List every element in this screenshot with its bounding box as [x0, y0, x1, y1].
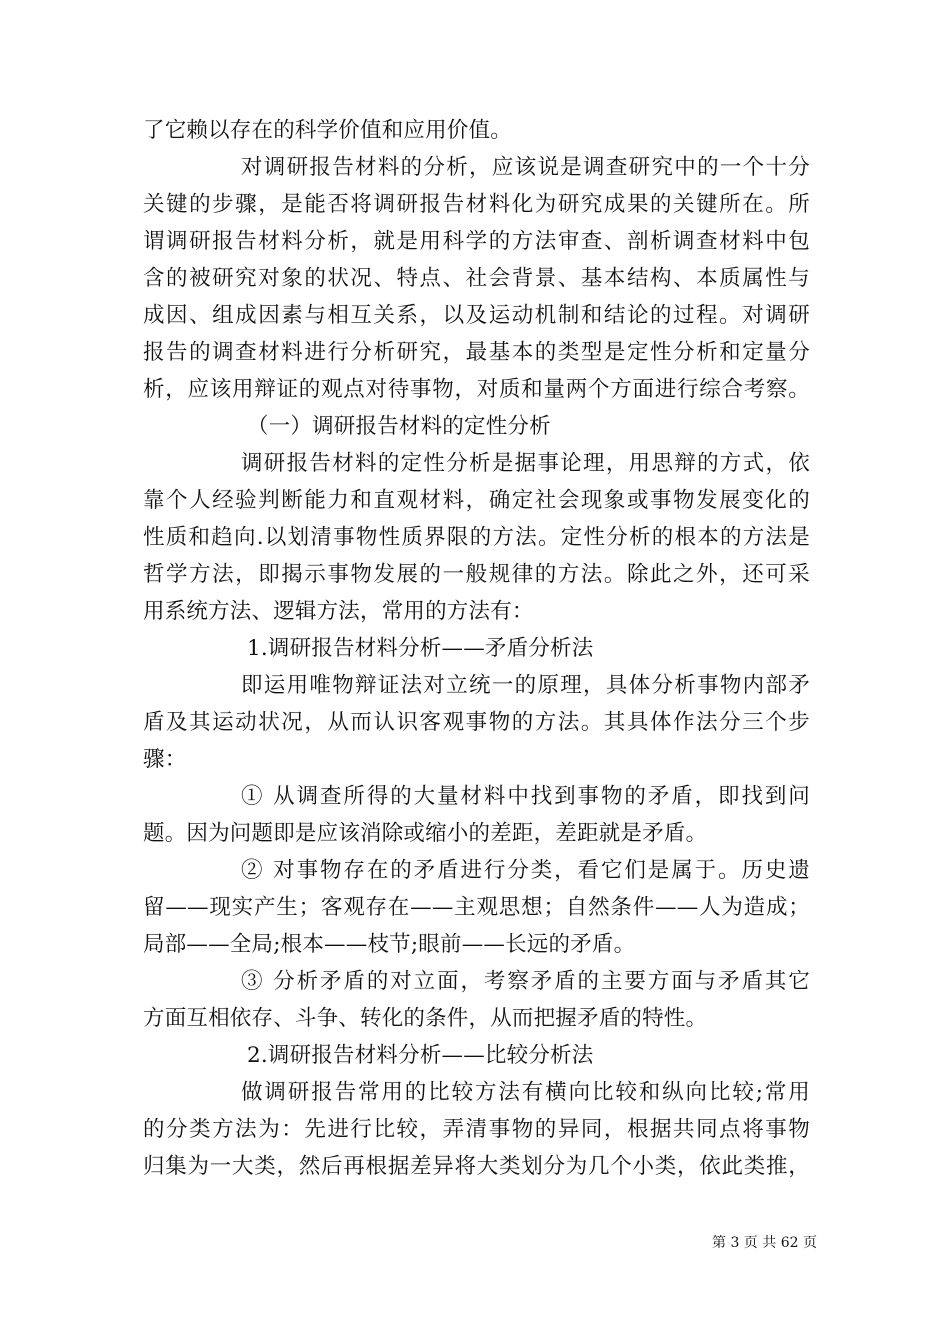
- text-line: 报告的调查材料进行分析研究，最基本的类型是定性分析和定量分: [143, 340, 810, 365]
- paragraph-first-line: 即运用唯物辩证法对立统一的原理，具体分析事物内部矛: [241, 673, 810, 698]
- paragraph-first-line: 调研报告材料的定性分析是据事论理，用思辩的方式，依: [241, 451, 810, 476]
- text-line: 方面互相依存、斗争、转化的条件，从而把握矛盾的特性。: [143, 1006, 708, 1031]
- list-item-line: ② 对事物存在的矛盾进行分类，看它们是属于。历史遗: [241, 858, 810, 883]
- text-line: 含的被研究对象的状况、特点、社会背景、基本结构、本质属性与: [143, 266, 810, 291]
- text-line: 局部——全局;根本——枝节;眼前——长远的矛盾。: [143, 932, 636, 957]
- page-footer: [712, 1233, 817, 1253]
- text-line: 骤：: [143, 747, 187, 772]
- subsection-heading: 1.调研报告材料分析——矛盾分析法: [247, 636, 594, 661]
- document-body: [143, 112, 810, 1185]
- text-line: 成因、组成因素与相互关系，以及运动机制和结论的过程。对调研: [143, 303, 810, 328]
- text-line: 哲学方法，即揭示事物发展的一般规律的方法。除此之外，还可采: [143, 562, 810, 587]
- paragraph-first-line: 对调研报告材料的分析，应该说是调查研究中的一个十分: [241, 155, 810, 180]
- text-line: 盾及其运动状况，从而认识客观事物的方法。其具体作法分三个步: [143, 710, 810, 735]
- text-line: 性质和趋向.以划清事物性质界限的方法。定性分析的根本的方法是: [143, 525, 810, 550]
- text-line: 归集为一大类，然后再根据差异将大类划分为几个小类，依此类推，: [143, 1154, 810, 1179]
- list-item-line: ① 从调查所得的大量材料中找到事物的矛盾，即找到问: [241, 784, 810, 809]
- text-line: 题。因为问题即是应该消除或缩小的差距，差距就是矛盾。: [143, 821, 708, 846]
- text-line: 析，应该用辩证的观点对待事物，对质和量两个方面进行综合考察。: [143, 377, 810, 402]
- text-line: 关键的步骤，是能否将调研报告材料化为研究成果的关键所在。所: [143, 192, 810, 217]
- subsection-heading: 2.调研报告材料分析——比较分析法: [247, 1043, 594, 1068]
- text-line: 留——现实产生；客观存在——主观思想；自然条件——人为造成；: [143, 895, 810, 920]
- text-line: 靠个人经验判断能力和直观材料，确定社会现象或事物发展变化的: [143, 488, 810, 513]
- section-heading: （一）调研报告材料的定性分析: [247, 414, 551, 439]
- list-item-line: ③ 分析矛盾的对立面，考察矛盾的主要方面与矛盾其它: [241, 969, 810, 994]
- text-line: 的分类方法为：先进行比较，弄清事物的异同，根据共同点将事物: [143, 1117, 810, 1142]
- text-line: 谓调研报告材料分析，就是用科学的方法审查、剖析调查材料中包: [143, 229, 810, 254]
- text-line: 了它赖以存在的科学价值和应用价值。: [143, 118, 512, 143]
- paragraph-first-line: 做调研报告常用的比较方法有横向比较和纵向比较;常用: [241, 1080, 810, 1105]
- page-number-label: 第 3 页 共 62 页: [712, 1235, 817, 1251]
- text-line: 用系统方法、逻辑方法，常用的方法有：: [143, 599, 534, 624]
